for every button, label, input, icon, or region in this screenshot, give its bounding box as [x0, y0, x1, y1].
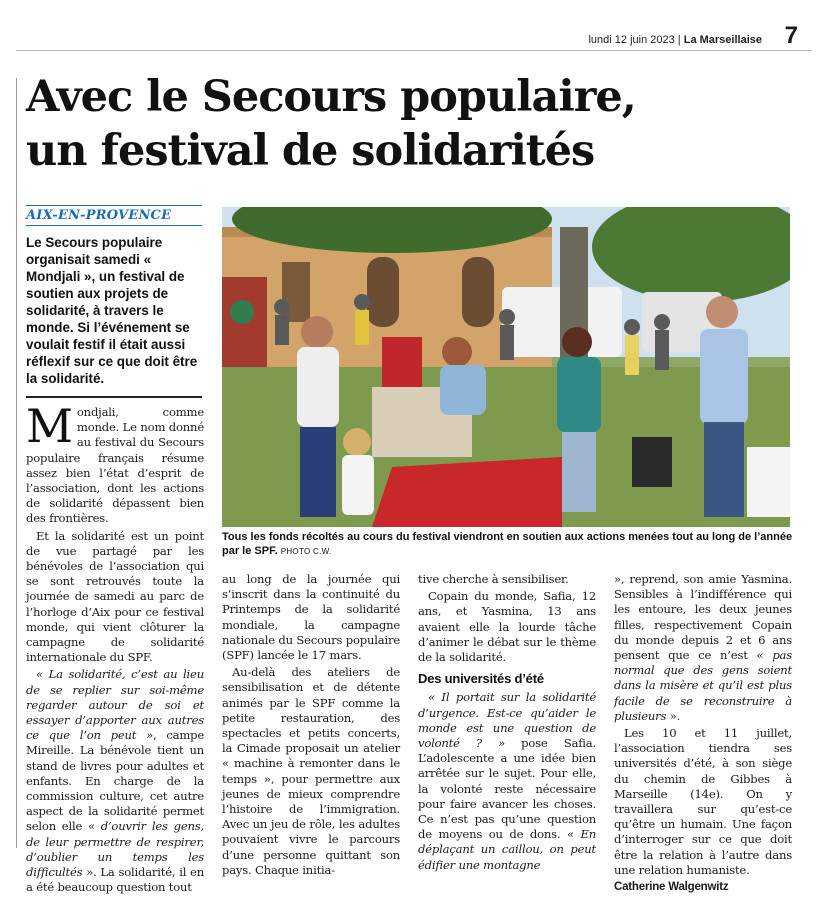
header-rule: [16, 50, 812, 51]
building-window: [462, 257, 494, 327]
paragraph-lead: Mondjali, comme monde. Le nom donné au festival du Secours populaire français résume assez bien l’état d’esprit de l’association, dont les actions de solidarité dépassent bien des frontières.: [26, 399, 204, 526]
caption-text: Tous les fonds récoltés au cours du festival viendront en soutien aux actions menées tout au long de l’année par le SPF.: [222, 531, 793, 557]
building-window: [367, 257, 399, 327]
article-column-3: [418, 572, 596, 875]
issue-date: lundi 12 juin 2023: [588, 34, 675, 46]
chapeau-intro: Le Secours populaire organisait samedi « Mondjali », un festival de soutien aux projets de solidarité, à travers le monde. Si l’événement se voulait festif il était aussi réflexif sur ce que doit être la solidarité.: [26, 235, 198, 386]
photo-caption: [222, 530, 794, 559]
article-photo: [222, 207, 790, 527]
photo-credit: PHOTO C.W.: [280, 547, 332, 556]
paragraph: Au-delà des ateliers de sensibilisation et de détente animés par le SPF comme la petite restauration, des spectacles et petits concerts, la Cimade proposait un atelier « machine à remonter dans le temps », pour permettre aux jeunes de mieux comprendre l’histoire de l’immigration. Avec un jeu de rôle, les adultes pouvaient vivre le parcours d’une personne quittant son pays. Chaque initia-: [222, 665, 400, 877]
newspaper-name: La Marseillaise: [683, 34, 762, 46]
speaker-box: [632, 437, 672, 487]
paragraph: tive cherche à sensibiliser.: [418, 572, 569, 586]
page-number: 7: [784, 22, 798, 49]
headline-line-1: Avec le Secours populaire,: [26, 72, 636, 122]
subheading: Des universités d’été: [418, 671, 544, 687]
headline-line-2: un festival de solidarités: [26, 126, 595, 176]
man-right: [700, 296, 748, 517]
paragraph: au long de la journée qui s’inscrit dans la continuité du Printemps de la solidarité mondiale, la campagne nationale du Secours populaire (SPF) lancée le 17 mars.: [222, 572, 400, 663]
paragraph: Copain du monde, Safia, 12 ans, et Yasmina, 13 ans avaient elle la lourde tâche d’animer le débat sur le thème de la solidarité.: [418, 589, 596, 665]
chapeau-rule: [26, 396, 202, 398]
author-signature: Catherine Walgenwitz: [614, 881, 729, 894]
paragraph-quote-safia: « Il portait sur la solidarité d’urgence. Est-ce qu’aider le monde est une question de volonté ? » pose Safia. L’adolescente a une idée bien arrêtée sur le sujet. Pour elle, la volonté reste nécessaire pour faire avancer les choses. Ce n’est pas qu’une question de moyens ou de dons. « En déplaçant un caillou, on peut édifier une montagne: [418, 690, 597, 872]
header-separator: |: [674, 34, 684, 46]
child: [342, 428, 374, 515]
red-box: [382, 337, 422, 387]
kicker-location: AIX-EN-PROVENCE: [26, 205, 202, 226]
paragraph: Les 10 et 11 juillet, l’association tiendra ses universités d’été, à son siège du chemin de Gibbes à Marseille (14e). On y travaillera sur qu’est-ce qu’être un humain. Une façon d’interroger sur ce que doit être la relation à l’autre dans une relation humaniste.: [614, 726, 792, 877]
article-column-2: [222, 572, 400, 880]
headline: [26, 70, 806, 178]
white-table: [747, 447, 790, 517]
paragraph-quote-mireille: « La solidarité, c’est au lieu de se replier sur soi-même regarder autour de soi et essayer d’apporter aux autres ce que l’on peut », campe Mireille. La bénévole tient un stand de livres pour adultes et enfants. En charge de la commission culture, cet autre aspect de la solidarité permet selon elle « d’ouvrir les gens, de leur permettre de respirer, d’oublier un temps les difficultés ». La solidarité, il en a été beaucoup question tout: [26, 667, 205, 895]
paragraph: Et la solidarité est un point de vue partagé par les bénévoles de l’association qui se sont retrouvés toute la journée de samedi au parc de l’horloge d’Aix pour ce festival monde, qui vient clôturer la campagne de solidarité internationale du SPF.: [26, 528, 204, 665]
dropcap: M: [26, 399, 73, 453]
header-dateline: [588, 34, 762, 46]
left-column-rule: [16, 78, 17, 848]
paragraph-quote-yasmina: », reprend, son amie Yasmina. Sensibles à l’indifférence qui les entoure, les deux jeunes filles, respectivement Copain du monde depuis 2 et 6 ans pensent que ce n’est « pas normal que des gens soient dans la misère et qu’il est plus facile de se reconstruire à plusieurs ».: [614, 572, 792, 723]
article-column-1: [26, 399, 205, 898]
tablecloth: [372, 457, 562, 527]
photo-illustration: [222, 207, 790, 527]
article-column-4: [614, 572, 792, 895]
